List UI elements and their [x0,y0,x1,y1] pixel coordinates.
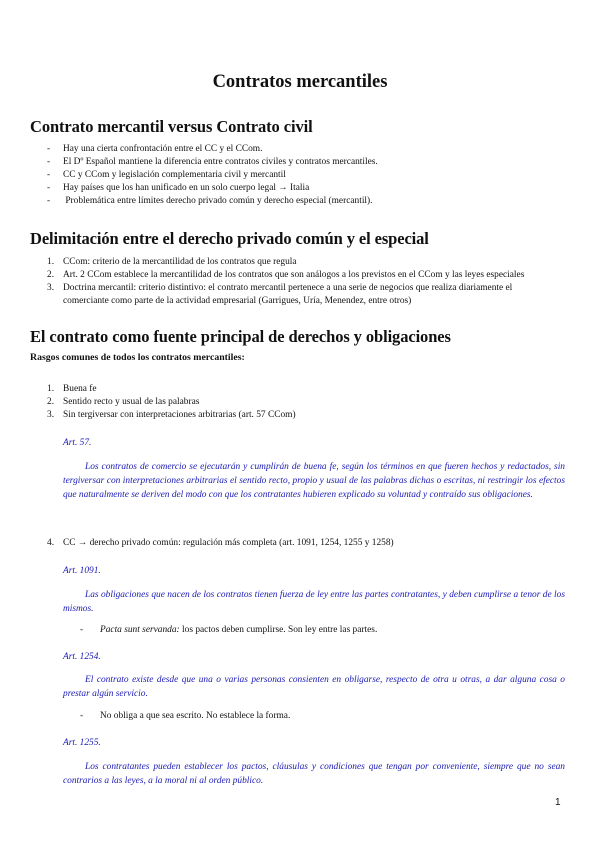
list-number: 1. [47,384,55,394]
list-number: 3. [47,410,55,420]
list-item: Hay una cierta confrontación entre el CC y el CCom. [63,144,263,154]
article-text-1254: El contrato existe desde que una o varias personas consienten en obligarse, respecto de otra u otras, a dar alguna cosa o prestar algún servicio. [63,675,565,699]
note-rest: los pactos deben cumplirse. Son ley entre las partes. [179,625,378,635]
list-item: Sin tergiversar con interpretaciones arbitrarias (art. 57 CCom) [63,410,296,420]
bullet-dash: - [80,625,84,635]
page-number: 1 [555,797,561,808]
note-pacta-sunt [100,624,377,637]
list-number: 3. [47,283,55,293]
bullet-dash: - [47,157,51,167]
page-title: Contratos mercantiles [212,72,388,92]
list-item: CCom: criterio de la mercantilidad de los contratos que regula [63,257,297,267]
list-item-continuation: comerciante como parte de la actividad empresarial (Garrigues, Uría, Menendez, entre otros) [63,296,412,306]
list-item: Sentido recto y usual de las palabras [63,397,200,407]
list-number: 4. [47,538,55,548]
bullet-dash: - [47,196,51,206]
bullet-dash: - [80,711,84,721]
list-item: Art. 2 CCom establece la mercantilidad de los contratos que son análogos a los previstos en el CCom y las leyes especiales [63,270,525,280]
subheading-rasgos: Rasgos comunes de todos los contratos mercantiles: [30,352,245,363]
note-italic-term: Pacta sunt servanda: [100,625,180,635]
article-text-1255: Los contratantes pueden establecer los pactos, cláusulas y condiciones que tengan por conveniente, siempre que no sean contrarios a las leyes, a la moral ni al orden público. [63,762,565,786]
article-label-57: Art. 57. [63,438,92,448]
list-number: 1. [47,257,55,267]
list-item: CC y CCom y legislación complementaria civil y mercantil [63,170,286,180]
bullet-dash: - [47,183,51,193]
article-text-1091: Las obligaciones que nacen de los contratos tienen fuerza de ley entre las partes contratantes, y deben cumplirse a tenor de los mismos. [63,590,565,614]
article-label-1254: Art. 1254. [63,652,101,662]
list-item: El Dº Español mantiene la diferencia entre contratos civiles y contratos mercantiles. [63,157,378,167]
list-item: Buena fe [63,384,97,394]
article-label-1255: Art. 1255. [63,738,101,748]
list-item: CC → derecho privado común: regulación más completa (art. 1091, 1254, 1255 y 1258) [63,538,394,548]
bullet-dash: - [47,170,51,180]
list-number: 2. [47,397,55,407]
article-text-57: Los contratos de comercio se ejecutarán y cumplirán de buena fe, según los términos en que fueren hechos y redactados, sin tergiversar con interpretaciones arbitrarias el sentido recto, propio y usual de las palabras dichas o escritas, ni restringir los efectos que naturalmente se deriven del modo con que los contratantes hubieren explicado su voluntad y contraído sus obligaciones. [63,462,565,500]
section-heading-delimitacion: Delimitación entre el derecho privado común y el especial [30,229,429,248]
list-item: Hay países que los han unificado en un solo cuerpo legal → Italia [63,183,310,193]
section-heading-contrato-fuente: El contrato como fuente principal de derechos y obligaciones [30,327,451,346]
list-item: Doctrina mercantil: criterio distintivo: el contrato mercantil pertenece a una serie de negocios que realiza diariamente el [63,283,513,293]
note-forma: No obliga a que sea escrito. No establece la forma. [100,711,291,721]
bullet-dash: - [47,144,51,154]
list-number: 2. [47,270,55,280]
article-label-1091: Art. 1091. [63,566,101,576]
list-item: Problemática entre límites derecho privado común y derecho especial (mercantil). [63,196,373,206]
section-heading-contrato-mercantil: Contrato mercantil versus Contrato civil [30,117,313,136]
